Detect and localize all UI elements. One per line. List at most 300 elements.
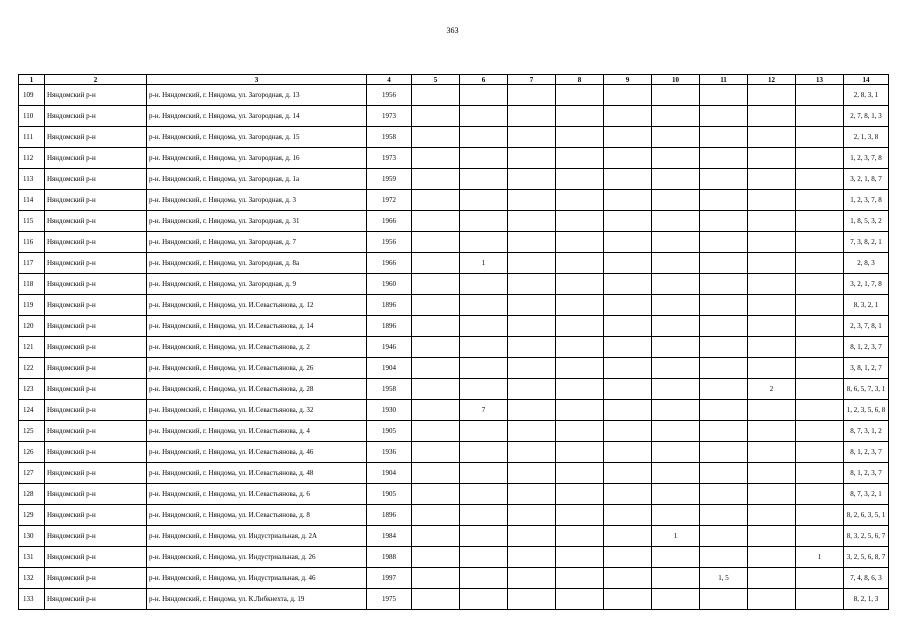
cell-address: р-н. Няндомский, г. Няндома, ул. И.Севастьянова, д. 14 [147,316,367,337]
cell-address: р-н. Няндомский, г. Няндома, ул. Загородная, д. 14 [147,106,367,127]
table-row [19,568,889,589]
cell-col-6 [460,337,508,358]
cell-col-10 [652,211,700,232]
cell-year-built: 1966 [367,253,412,274]
cell-col-12 [748,358,796,379]
cell-col-6 [460,274,508,295]
cell-col-8 [556,547,604,568]
cell-col-12 [748,127,796,148]
cell-year-built: 1997 [367,568,412,589]
table-row [19,463,889,484]
cell-col-10 [652,274,700,295]
cell-address: р-н. Няндомский, г. Няндома, ул. И.Севастьянова, д. 46 [147,442,367,463]
cell-col-11 [700,211,748,232]
cell-row-number: 131 [19,547,45,568]
cell-address: р-н. Няндомский, г. Няндома, ул. Индустриальная, д. 26 [147,547,367,568]
column-header-13: 13 [796,75,844,85]
table-row [19,526,889,547]
cell-col-9 [604,148,652,169]
cell-col-11 [700,484,748,505]
cell-col-12 [748,589,796,610]
cell-col-10 [652,568,700,589]
cell-row-number: 112 [19,148,45,169]
cell-col-12 [748,148,796,169]
cell-col-9 [604,106,652,127]
cell-col-9 [604,211,652,232]
table-row [19,106,889,127]
cell-col-13 [796,379,844,400]
cell-col-6 [460,589,508,610]
cell-col-9 [604,400,652,421]
cell-col-10 [652,253,700,274]
cell-address: р-н. Няндомский, г. Няндома, ул. Загородная, д. 31 [147,211,367,232]
table-row [19,358,889,379]
cell-col-14: 2, 3, 7, 8, 1 [844,316,889,337]
cell-col-9 [604,316,652,337]
cell-col-9 [604,295,652,316]
cell-col-6 [460,547,508,568]
cell-col-8 [556,169,604,190]
cell-col-13 [796,274,844,295]
cell-col-13 [796,421,844,442]
cell-col-13 [796,148,844,169]
cell-col-13 [796,463,844,484]
cell-col-8 [556,463,604,484]
cell-col-11 [700,127,748,148]
table-row [19,232,889,253]
cell-col-10 [652,421,700,442]
cell-col-8 [556,106,604,127]
cell-col-5 [412,421,460,442]
cell-col-9 [604,274,652,295]
column-header-6: 6 [460,75,508,85]
cell-col-7 [508,505,556,526]
cell-col-8 [556,589,604,610]
cell-col-8 [556,421,604,442]
cell-address: р-н. Няндомский, г. Няндома, ул. Загородная, д. 1а [147,169,367,190]
cell-col-5 [412,526,460,547]
cell-col-6 [460,127,508,148]
cell-col-10 [652,379,700,400]
column-header-2: 2 [45,75,147,85]
column-header-12: 12 [748,75,796,85]
cell-col-8 [556,400,604,421]
cell-col-14: 8, 1, 2, 3, 7 [844,463,889,484]
cell-col-7 [508,253,556,274]
cell-col-11 [700,379,748,400]
cell-col-5 [412,463,460,484]
cell-col-10 [652,589,700,610]
cell-col-5 [412,568,460,589]
cell-address: р-н. Няндомский, г. Няндома, ул. И.Севастьянова, д. 12 [147,295,367,316]
cell-col-8 [556,85,604,106]
cell-district: Няндомский р-н [45,379,147,400]
cell-col-10 [652,169,700,190]
cell-year-built: 1905 [367,421,412,442]
cell-col-6 [460,85,508,106]
cell-col-9 [604,526,652,547]
cell-row-number: 125 [19,421,45,442]
cell-col-13 [796,211,844,232]
cell-year-built: 1960 [367,274,412,295]
table-row [19,484,889,505]
cell-row-number: 111 [19,127,45,148]
table-row [19,211,889,232]
page-number: 363 [446,26,459,35]
cell-district: Няндомский р-н [45,127,147,148]
cell-address: р-н. Няндомский, г. Няндома, ул. Загородная, д. 9 [147,274,367,295]
column-header-11: 11 [700,75,748,85]
cell-col-8 [556,442,604,463]
cell-col-12 [748,253,796,274]
cell-col-6 [460,190,508,211]
cell-col-9 [604,253,652,274]
cell-col-13: 1 [796,547,844,568]
cell-row-number: 127 [19,463,45,484]
cell-col-5 [412,337,460,358]
cell-col-11 [700,106,748,127]
cell-col-14: 8, 1, 2, 3, 7 [844,442,889,463]
cell-col-7 [508,589,556,610]
cell-row-number: 115 [19,211,45,232]
cell-address: р-н. Няндомский, г. Няндома, ул. И.Севастьянова, д. 32 [147,400,367,421]
cell-col-7 [508,295,556,316]
cell-col-12 [748,190,796,211]
cell-col-13 [796,232,844,253]
cell-col-8 [556,295,604,316]
cell-col-14: 8, 3, 2, 1 [844,295,889,316]
cell-col-10 [652,484,700,505]
cell-col-11 [700,547,748,568]
cell-col-6 [460,526,508,547]
table-body [19,85,889,610]
cell-col-5 [412,505,460,526]
table-row [19,379,889,400]
cell-address: р-н. Няндомский, г. Няндома, ул. К.Либкнехта, д. 19 [147,589,367,610]
cell-col-14: 7, 3, 8, 2, 1 [844,232,889,253]
cell-year-built: 1975 [367,589,412,610]
cell-col-9 [604,127,652,148]
cell-col-9 [604,442,652,463]
cell-col-12 [748,295,796,316]
cell-year-built: 1959 [367,169,412,190]
cell-year-built: 1896 [367,316,412,337]
cell-col-11 [700,400,748,421]
cell-col-7 [508,526,556,547]
cell-col-12 [748,442,796,463]
cell-col-14: 8, 7, 3, 1, 2 [844,421,889,442]
table-row [19,169,889,190]
cell-col-13 [796,337,844,358]
cell-col-9 [604,169,652,190]
cell-col-9 [604,589,652,610]
cell-year-built: 1973 [367,106,412,127]
cell-col-12 [748,484,796,505]
cell-district: Няндомский р-н [45,463,147,484]
cell-col-11 [700,253,748,274]
cell-col-12 [748,106,796,127]
cell-col-5 [412,85,460,106]
cell-col-13 [796,295,844,316]
cell-col-8 [556,232,604,253]
cell-year-built: 1896 [367,505,412,526]
cell-col-7 [508,568,556,589]
cell-col-12 [748,337,796,358]
cell-address: р-н. Няндомский, г. Няндома, ул. Загородная, д. 3 [147,190,367,211]
cell-row-number: 133 [19,589,45,610]
cell-district: Няндомский р-н [45,211,147,232]
cell-col-6 [460,442,508,463]
cell-address: р-н. Няндомский, г. Няндома, ул. Загородная, д. 13 [147,85,367,106]
cell-col-6 [460,232,508,253]
cell-col-6 [460,106,508,127]
cell-col-10 [652,400,700,421]
cell-col-10 [652,463,700,484]
cell-year-built: 1973 [367,148,412,169]
cell-col-8 [556,337,604,358]
cell-col-5 [412,358,460,379]
cell-address: р-н. Няндомский, г. Няндома, ул. И.Севастьянова, д. 8 [147,505,367,526]
cell-district: Няндомский р-н [45,232,147,253]
cell-district: Няндомский р-н [45,85,147,106]
cell-year-built: 1956 [367,232,412,253]
table-row [19,148,889,169]
cell-col-9 [604,232,652,253]
cell-col-14: 2, 7, 8, 1, 3 [844,106,889,127]
cell-year-built: 1958 [367,127,412,148]
cell-col-10 [652,505,700,526]
cell-col-5 [412,190,460,211]
cell-col-8 [556,568,604,589]
cell-col-12 [748,568,796,589]
table-row [19,190,889,211]
cell-row-number: 130 [19,526,45,547]
cell-district: Няндомский р-н [45,484,147,505]
cell-col-14: 7, 4, 8, 6, 3 [844,568,889,589]
cell-address: р-н. Няндомский, г. Няндома, ул. Загородная, д. 8а [147,253,367,274]
cell-col-9 [604,190,652,211]
cell-col-9 [604,379,652,400]
cell-col-14: 3, 8, 1, 2, 7 [844,358,889,379]
cell-col-9 [604,358,652,379]
cell-col-13 [796,589,844,610]
cell-row-number: 110 [19,106,45,127]
column-header-10: 10 [652,75,700,85]
cell-district: Няндомский р-н [45,148,147,169]
cell-col-10 [652,358,700,379]
cell-col-13 [796,526,844,547]
cell-col-11 [700,232,748,253]
cell-col-13 [796,106,844,127]
cell-col-6 [460,211,508,232]
cell-col-12 [748,463,796,484]
cell-col-12 [748,400,796,421]
cell-col-14: 8, 6, 5, 7, 3, 1 [844,379,889,400]
cell-col-5 [412,442,460,463]
cell-col-14: 3, 2, 1, 8, 7 [844,169,889,190]
cell-col-13 [796,358,844,379]
column-header-3: 3 [147,75,367,85]
cell-col-7 [508,316,556,337]
cell-col-11: 1, 5 [700,568,748,589]
cell-col-10 [652,106,700,127]
cell-col-11 [700,316,748,337]
cell-row-number: 117 [19,253,45,274]
cell-row-number: 121 [19,337,45,358]
cell-row-number: 113 [19,169,45,190]
cell-col-10 [652,190,700,211]
cell-district: Няндомский р-н [45,274,147,295]
column-header-1: 1 [19,75,45,85]
cell-col-11 [700,589,748,610]
table-row [19,316,889,337]
cell-col-14: 3, 2, 1, 7, 8 [844,274,889,295]
cell-district: Няндомский р-н [45,421,147,442]
cell-address: р-н. Няндомский, г. Няндома, ул. Загородная, д. 16 [147,148,367,169]
cell-col-9 [604,505,652,526]
column-header-8: 8 [556,75,604,85]
cell-col-11 [700,85,748,106]
cell-col-12 [748,211,796,232]
cell-col-6 [460,295,508,316]
cell-col-8 [556,148,604,169]
cell-year-built: 1956 [367,85,412,106]
cell-year-built: 1988 [367,547,412,568]
cell-col-5 [412,127,460,148]
cell-district: Няндомский р-н [45,295,147,316]
cell-col-14: 1, 2, 3, 5, 6, 8 [844,400,889,421]
cell-row-number: 128 [19,484,45,505]
cell-col-7 [508,337,556,358]
cell-col-11 [700,169,748,190]
cell-col-7 [508,169,556,190]
cell-col-6 [460,463,508,484]
cell-col-8 [556,127,604,148]
cell-year-built: 1896 [367,295,412,316]
cell-col-6 [460,421,508,442]
cell-district: Няндомский р-н [45,358,147,379]
cell-col-6 [460,148,508,169]
column-header-5: 5 [412,75,460,85]
cell-row-number: 119 [19,295,45,316]
cell-row-number: 120 [19,316,45,337]
cell-col-7 [508,442,556,463]
cell-col-9 [604,484,652,505]
cell-col-14: 2, 8, 3 [844,253,889,274]
cell-address: р-н. Няндомский, г. Няндома, ул. И.Севастьянова, д. 26 [147,358,367,379]
cell-address: р-н. Няндомский, г. Няндома, ул. И.Севастьянова, д. 2 [147,337,367,358]
table-row [19,400,889,421]
cell-col-8 [556,358,604,379]
cell-address: р-н. Няндомский, г. Няндома, ул. Индустриальная, д. 2А [147,526,367,547]
cell-col-13 [796,400,844,421]
table-row [19,253,889,274]
cell-col-7 [508,379,556,400]
cell-col-5 [412,211,460,232]
cell-col-11 [700,148,748,169]
cell-col-8 [556,526,604,547]
cell-row-number: 122 [19,358,45,379]
cell-col-13 [796,190,844,211]
cell-district: Няндомский р-н [45,400,147,421]
cell-col-5 [412,148,460,169]
cell-year-built: 1984 [367,526,412,547]
cell-col-9 [604,337,652,358]
cell-district: Няндомский р-н [45,106,147,127]
cell-col-13 [796,85,844,106]
cell-district: Няндомский р-н [45,505,147,526]
cell-col-14: 8, 2, 6, 3, 5, 1 [844,505,889,526]
cell-col-14: 1, 2, 3, 7, 8 [844,148,889,169]
cell-col-13 [796,442,844,463]
cell-col-7 [508,547,556,568]
cell-col-12 [748,526,796,547]
cell-col-9 [604,463,652,484]
cell-col-11 [700,463,748,484]
cell-row-number: 114 [19,190,45,211]
cell-col-5 [412,379,460,400]
cell-col-13 [796,484,844,505]
cell-col-8 [556,253,604,274]
cell-col-7 [508,484,556,505]
cell-col-12 [748,505,796,526]
cell-district: Няндомский р-н [45,253,147,274]
table-row [19,421,889,442]
cell-col-5 [412,547,460,568]
cell-col-5 [412,253,460,274]
cell-district: Няндомский р-н [45,190,147,211]
cell-col-6 [460,169,508,190]
cell-col-10 [652,85,700,106]
cell-year-built: 1966 [367,211,412,232]
table-row [19,505,889,526]
cell-col-8 [556,190,604,211]
cell-col-6 [460,568,508,589]
table-row [19,547,889,568]
cell-year-built: 1936 [367,442,412,463]
cell-col-8 [556,379,604,400]
cell-col-13 [796,505,844,526]
header-row [19,75,889,85]
cell-district: Няндомский р-н [45,589,147,610]
cell-col-11 [700,190,748,211]
cell-address: р-н. Няндомский, г. Няндома, ул. И.Севастьянова, д. 28 [147,379,367,400]
cell-col-5 [412,169,460,190]
cell-col-8 [556,274,604,295]
cell-col-12: 2 [748,379,796,400]
cell-year-built: 1905 [367,484,412,505]
cell-col-10 [652,232,700,253]
cell-col-8 [556,211,604,232]
cell-col-12 [748,85,796,106]
table-row [19,274,889,295]
column-header-14: 14 [844,75,889,85]
column-header-9: 9 [604,75,652,85]
cell-col-6 [460,379,508,400]
cell-col-8 [556,484,604,505]
cell-col-10 [652,442,700,463]
column-header-7: 7 [508,75,556,85]
cell-col-10 [652,316,700,337]
cell-year-built: 1958 [367,379,412,400]
cell-col-5 [412,400,460,421]
cell-district: Няндомский р-н [45,547,147,568]
column-header-4: 4 [367,75,412,85]
cell-col-10 [652,295,700,316]
cell-col-11 [700,442,748,463]
cell-col-12 [748,547,796,568]
cell-col-6 [460,316,508,337]
